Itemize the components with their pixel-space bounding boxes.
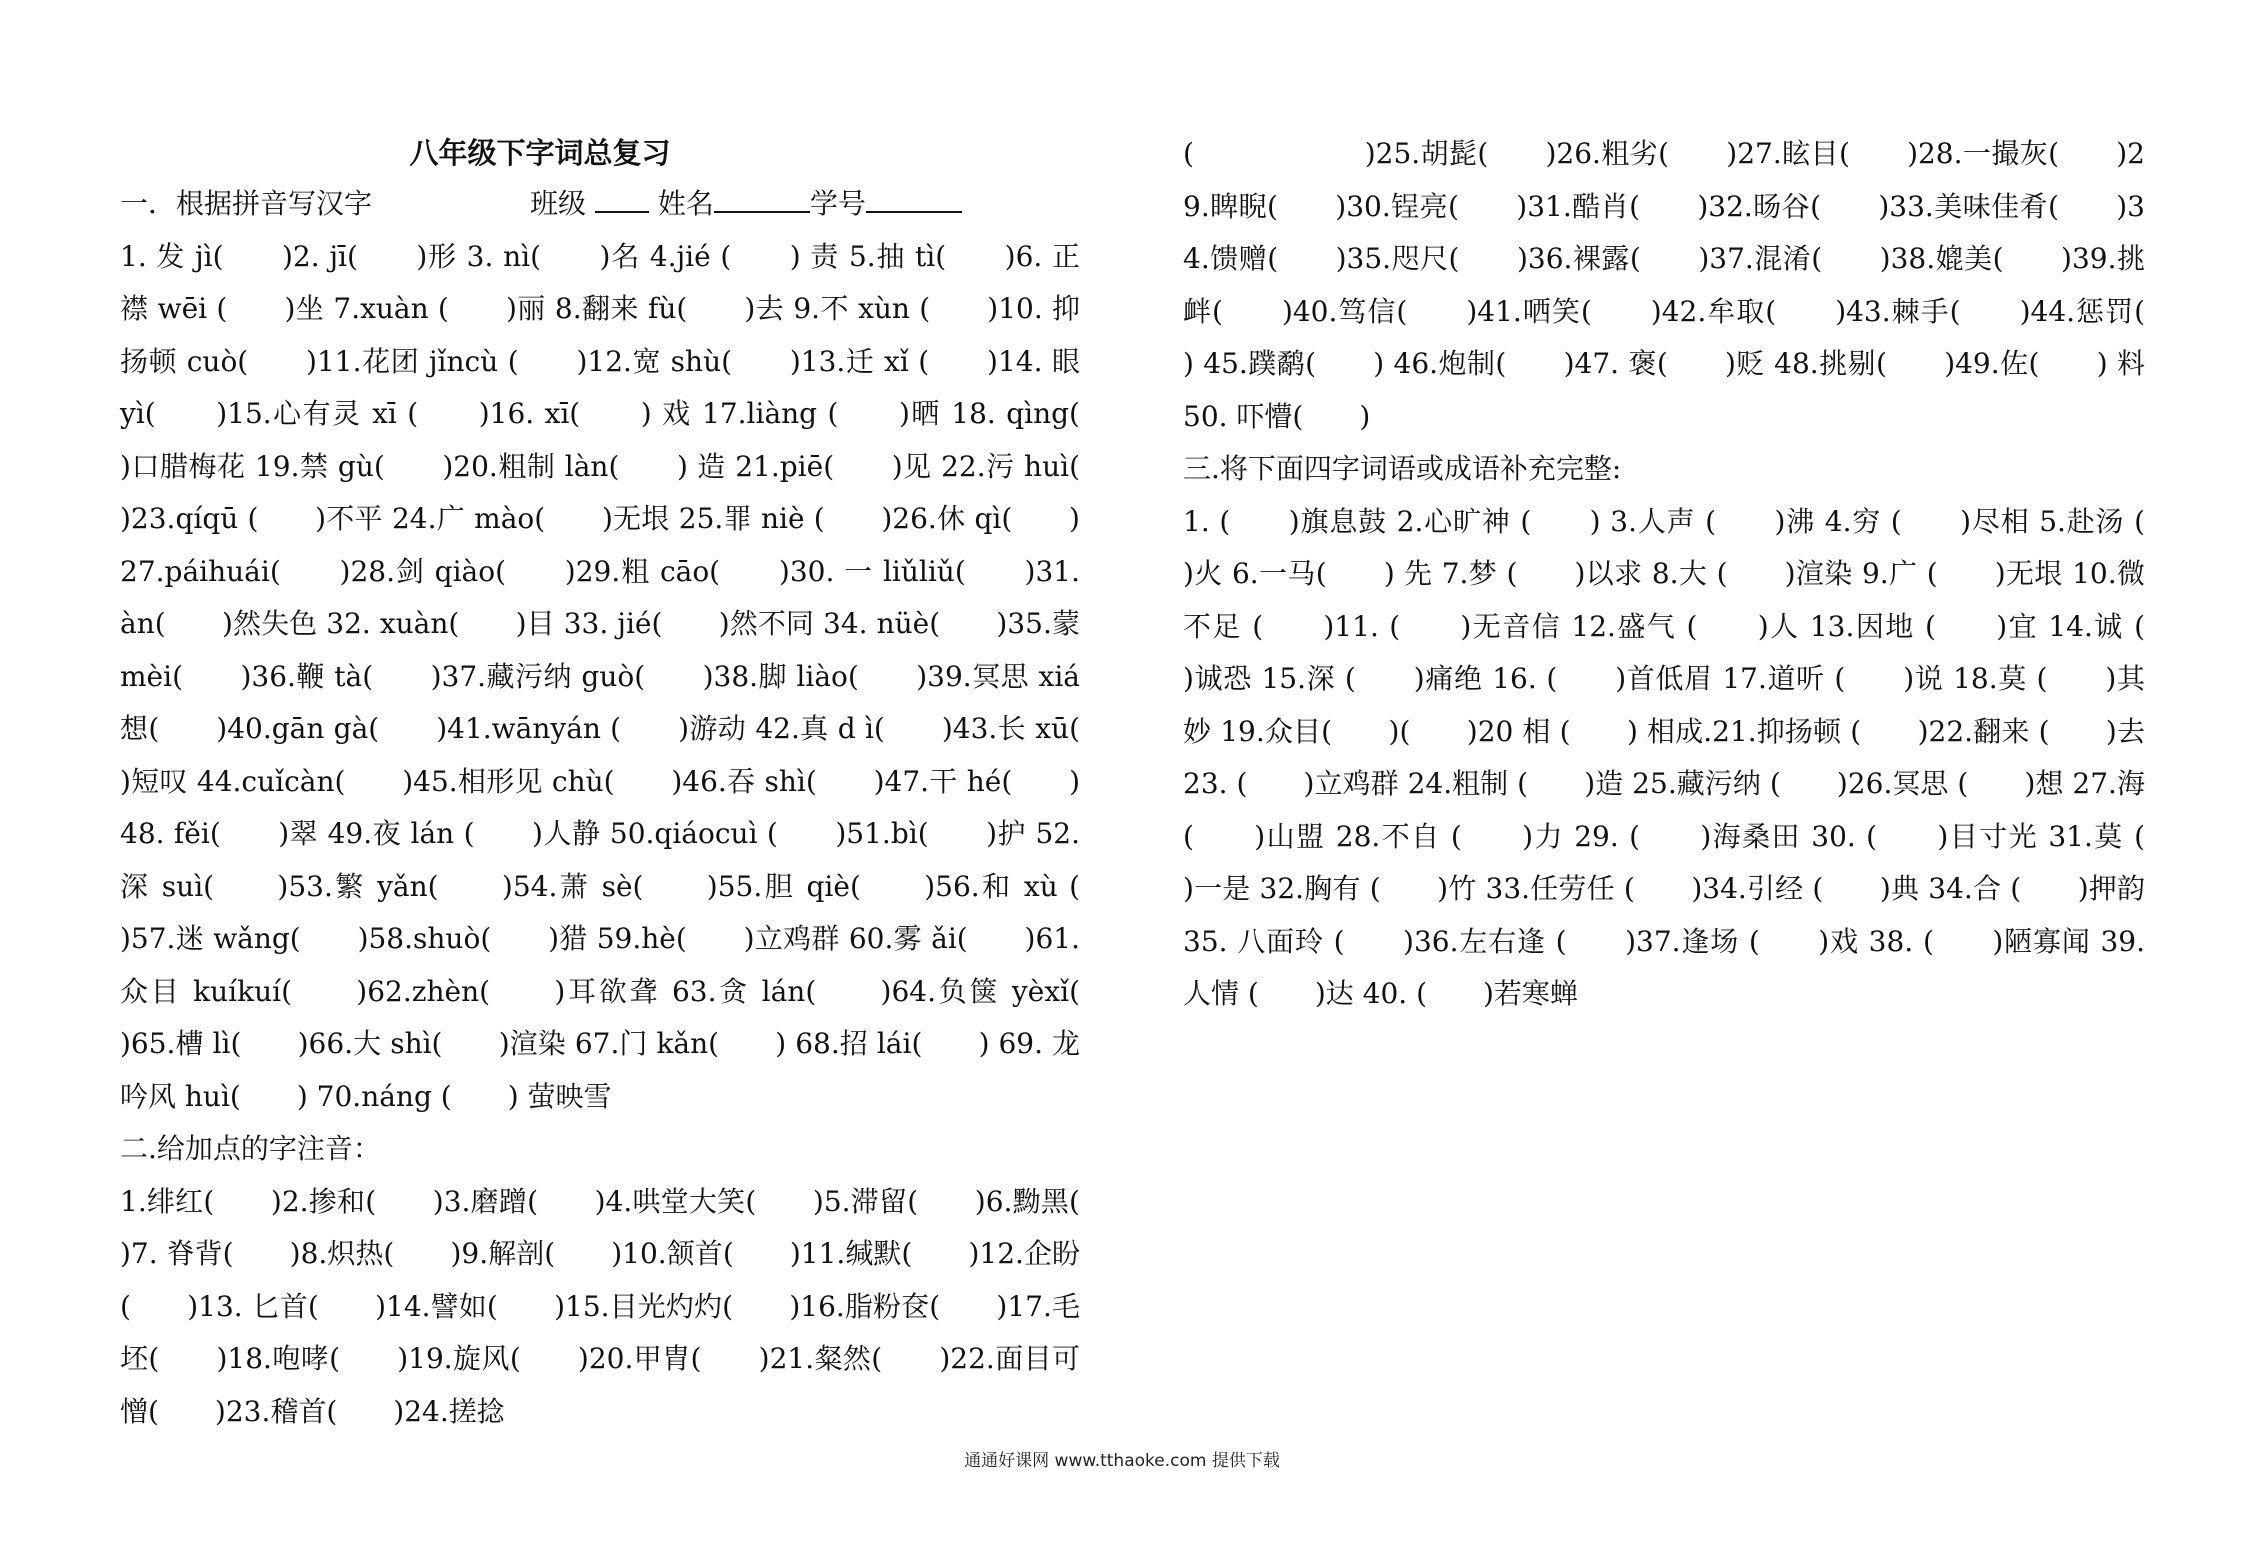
footer-credit: 通通好课网 www.tthaoke.com 提供下载 xyxy=(964,1451,1280,1471)
section1-title: 一．根据拼音写汉字 xyxy=(120,187,373,220)
class-label: 班级 xyxy=(530,187,587,220)
section1-heading-row xyxy=(120,178,1080,231)
section3-title: 三.将下面四字词语或成语补充完整: xyxy=(1183,452,1622,485)
right-column xyxy=(1183,128,2202,1021)
section2-continued: ( )25.胡髭( )26.粗劣( )27.眩目( )28.一撮灰( )29.睥睨( )30.锃亮( )31.酷肖( )32.旸谷( )33.美味佳肴( )34.馈赠( )35.咫尺( )36.裸露( )37.混淆( )38.媲美( )39.挑衅( )40.笃信( )41.哂笑( )42.牟取( )43.棘手( )44.惩罚( ) 45.蹼鹬( ) 46.炮制( )47. 褒( )贬 48.挑剔( )49.佐( ) 料 50. 吓懵( ) xyxy=(1183,137,2202,433)
student-info xyxy=(530,178,962,231)
left-column xyxy=(120,128,1137,1438)
section1-body: 1. 发 jì( )2. jī( )形 3. nì( )名 4.jié ( ) 责 5.抽 tì( )6. 正襟 wēi ( )坐 7.xuàn ( )丽 8.翻来 fù( )去 9.不 xùn ( )10. 抑扬顿 cuò( )11.花团 jǐncù ( )12.宽 shù( )13.迁 xǐ ( )14. 眼 yì( )15.心有灵 xī ( )16. xī( ) 戏 17.liàng ( )晒 18. qìng( )口腊梅花 19.禁 gù( )20.粗制 làn( ) 造 21.piē( )见 22.污 huì( )23.qíqū ( )不平 24.广 mào( )无垠 25.罪 niè ( )26.休 qì( )27.páihuái( )28.剑 qiào( )29.粗 cāo( )30. 一 liǔliǔ( )31. àn( )然失色 32. xuàn( )目 33. jié( )然不同 34. nüè( )35.蒙 mèi( )36.鞭 tà( )37.藏污纳 guò( )38.脚 liào( )39.冥思 xiá想( )40.gān gà( )41.wānyán ( )游动 42.真 d ì( )43.长 xū( )短叹 44.cuǐcàn( )45.相形见 chù( )46.吞 shì( )47.干 hé( )48. fěi( )翠 49.夜 lán ( )人静 50.qiáocuì ( )51.bì( )护 52.深 suì( )53.繁 yǎn( )54.萧 sè( )55.胆 qiè( )56.和 xù ( )57.迷 wǎng( )58.shuò( )猎 59.hè( )立鸡群 60.雾 ǎi( )61.众目 kuíkuí( )62.zhèn( )耳欲聋 63.贪 lán( )64.负箧 yèxǐ( )65.槽 lì( )66.大 shì( )渲染 67.门 kǎn( ) 68.招 lái( ) 69. 龙吟风 huì( ) 70.náng ( ) 萤映雪 xyxy=(120,239,1137,1113)
section2-body: 1.绯红( )2.掺和( )3.磨蹭( )4.哄堂大笑( )5.滞留( )6.黝黑( )7. 脊背( )8.炽热( )9.解剖( )10.颔首( )11.缄默( )12.企盼( )13. 匕首( )14.譬如( )15.目光灼灼( )16.脂粉奁( )17.毛坯( )18.咆哮( )19.旋风( )20.甲胄( )21.粲然( )22.面目可憎( )23.稽首( )24.搓捻 xyxy=(120,1184,1137,1428)
section2-title: 二.给加点的字注音： xyxy=(120,1132,381,1165)
name-blank[interactable] xyxy=(714,187,810,213)
id-blank[interactable] xyxy=(866,187,962,213)
page-title: 八年级下字词总复习 xyxy=(409,136,671,170)
section3-body: 1. ( )旗息鼓 2.心旷神 ( ) 3.人声 ( )沸 4.穷 ( )尽相 5.赴汤 ( )火 6.一马( ) 先 7.梦 ( )以求 8.大 ( )渲染 9.广 ( )无垠 10.微不足 ( )11. ( )无音信 12.盛气 ( )人 13.因地 ( )宜 14.诚 ( )诚恐 15.深 ( )痛绝 16. ( )首低眉 17.道听 ( )说 18.莫 ( )其妙 19.众目( )( )20 相 ( ) 相成.21.抑扬顿 ( )22.翻来 ( )去 23. ( )立鸡群 24.粗制 ( )造 25.藏污纳 ( )26.冥思 ( )想 27.海 ( )山盟 28.不自 ( )力 29. ( )海桑田 30. ( )目寸光 31.莫 ( )一是 32.胸有 ( )竹 33.任劳任 ( )34.引经 ( )典 34.合 ( )押韵 35. 八面玲 ( )36.左右逢 ( )37.逢场 ( )戏 38. ( )陋寡闻 39. 人情 ( )达 40. ( )若寒蝉 xyxy=(1183,504,2202,1010)
id-label: 学号 xyxy=(809,187,866,220)
class-blank[interactable] xyxy=(595,187,649,213)
name-label: 姓名 xyxy=(657,187,714,220)
